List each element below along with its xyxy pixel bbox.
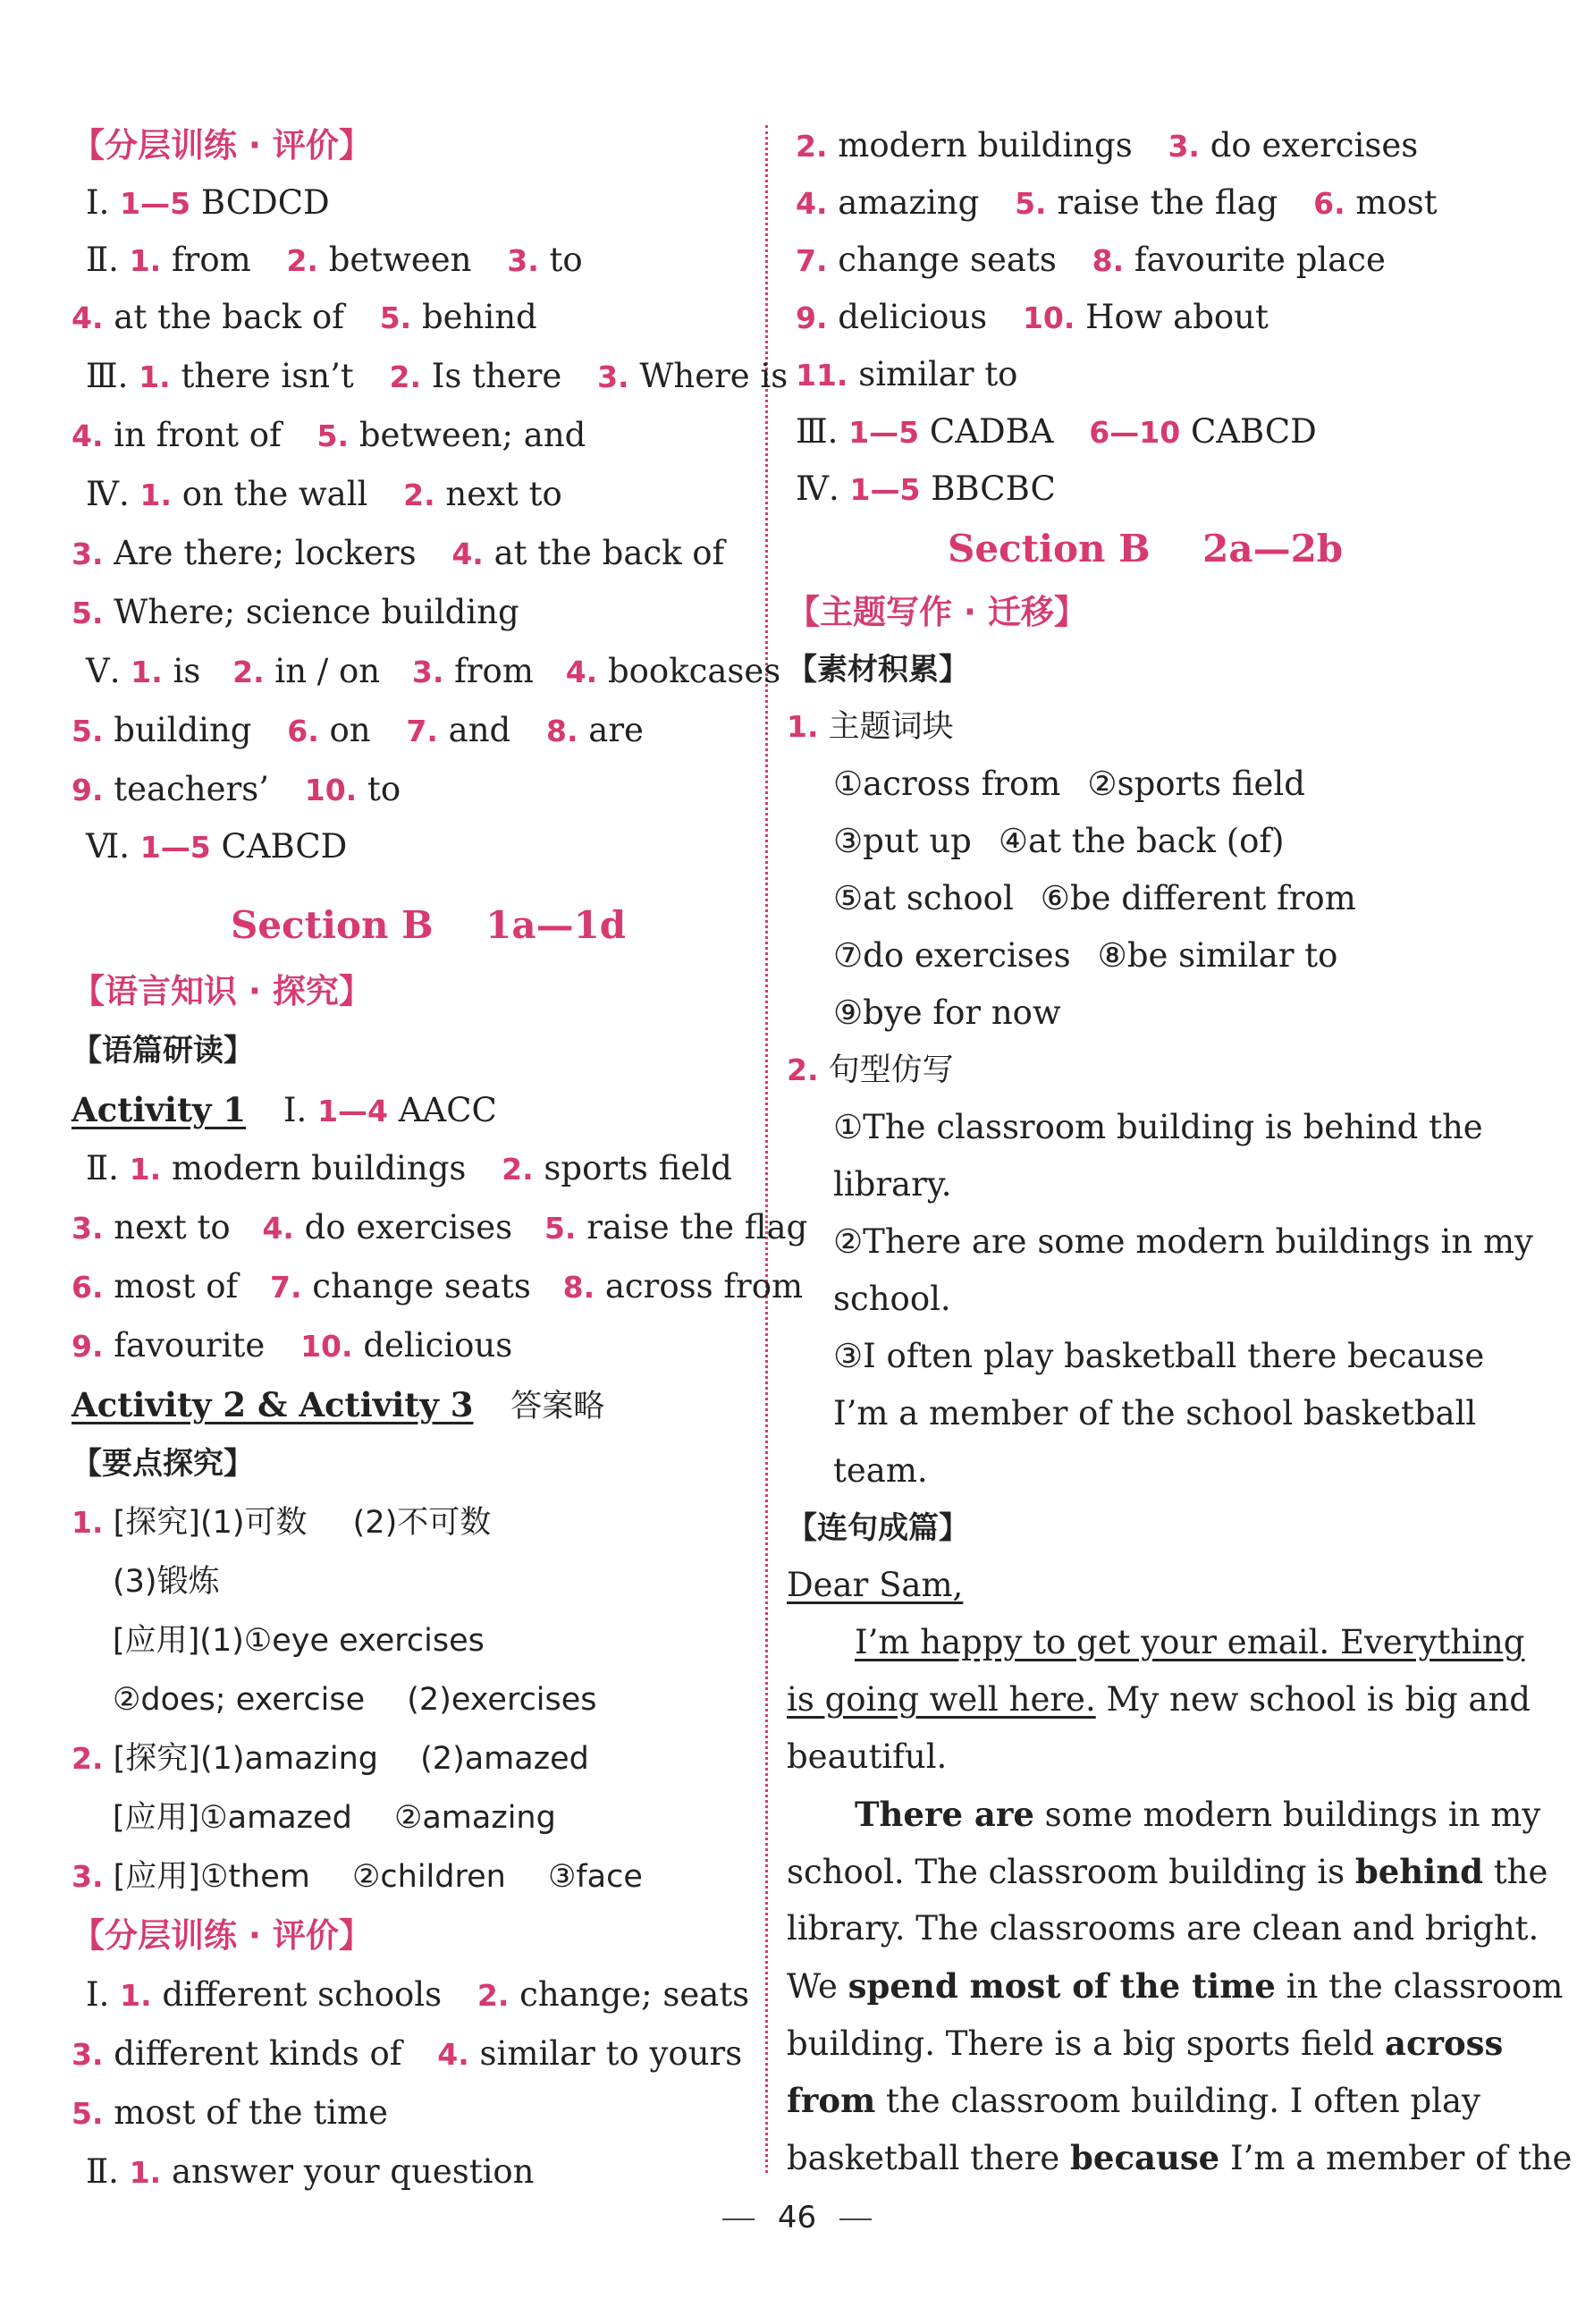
- answer-line: Ⅰ. 1. different schools 2. change; seats: [86, 1975, 750, 2014]
- letter-line: library. The classrooms are clean and bright.: [787, 1909, 1539, 1948]
- sentence-line: I’m a member of the school basketball: [833, 1394, 1477, 1432]
- answer-line: ⑦do exercises ⑧be similar to: [833, 936, 1338, 975]
- section-title: Section B 2a—2b: [948, 527, 1344, 570]
- answer-line: 1. [探究](1)可数 (2)不可数: [72, 1505, 492, 1541]
- answer-line: Ⅱ. 1. answer your question: [86, 2152, 535, 2191]
- heading-fenceng: 【分层训练 · 评价】: [72, 126, 372, 165]
- answer-line: Ⅱ. 1. from 2. between 3. to: [86, 241, 583, 279]
- answer-line: 2. 句型仿写: [787, 1052, 954, 1088]
- letter-line: school. The classroom building is behind the: [787, 1852, 1548, 1891]
- letter-line: There are some modern buildings in my: [855, 1795, 1541, 1834]
- heading-yupian: 【语篇研读】: [72, 1033, 254, 1069]
- answer-line: Ⅳ. 1. on the wall 2. next to: [86, 475, 562, 513]
- sentence-line: ②There are some modern buildings in my: [833, 1222, 1533, 1261]
- answer-line: 4. in front of 5. between; and: [72, 416, 586, 454]
- answer-line: 6. most of 7. change seats 8. across from: [72, 1267, 804, 1306]
- sentence-line: library.: [833, 1165, 952, 1204]
- answer-line: [应用](1)①eye exercises: [113, 1623, 485, 1659]
- sentence-line: school.: [833, 1280, 951, 1318]
- heading-yuyan: 【语言知识 · 探究】: [72, 972, 372, 1010]
- answer-line: Ⅴ. 1. is 2. in / on 3. from 4. bookcases: [86, 652, 781, 690]
- answer-line: Ⅱ. 1. modern buildings 2. sports field: [86, 1149, 732, 1187]
- footer-dash-left: [722, 2218, 755, 2220]
- answer-line: Ⅲ. 1. there isn’t 2. Is there 3. Where is: [86, 357, 789, 395]
- heading-fenceng-2: 【分层训练 · 评价】: [72, 1916, 372, 1955]
- answer-line: 5. building 6. on 7. and 8. are: [72, 711, 644, 749]
- column-divider: [765, 125, 768, 2173]
- sentence-line: ①The classroom building is behind the: [833, 1108, 1483, 1146]
- letter-line: We spend most of the time in the classroom: [787, 1966, 1564, 2006]
- answer-line: 3. next to 4. do exercises 5. raise the flag: [72, 1208, 808, 1247]
- letter-line: beautiful.: [787, 1737, 948, 1776]
- answer-line: Activity 2 & Activity 3 答案略: [72, 1385, 605, 1424]
- answer-line: 1. 主题词块: [787, 709, 954, 745]
- heading-zhuti: 【主题写作 · 迁移】: [787, 593, 1087, 631]
- answer-line: Ⅲ. 1—5 CADBA 6—10 CABCD: [796, 412, 1317, 451]
- heading-sucai: 【素材积累】: [787, 652, 969, 688]
- heading-yaodian: 【要点探究】: [72, 1446, 254, 1482]
- footer-dash-right: [839, 2218, 872, 2220]
- answer-line: 3. different kinds of 4. similar to yours: [72, 2034, 743, 2073]
- letter-line: building. There is a big sports field across: [787, 2024, 1504, 2063]
- answer-line: 5. Where; science building: [72, 593, 519, 631]
- sentence-line: ③I often play basketball there because: [833, 1337, 1485, 1375]
- answer-line: 4. at the back of 5. behind: [72, 298, 537, 336]
- heading-lianju: 【连句成篇】: [787, 1510, 969, 1546]
- page-footer: [0, 2200, 1594, 2235]
- letter-line: basketball there because I’m a member of the: [787, 2138, 1573, 2177]
- letter-greeting: Dear Sam,: [787, 1566, 964, 1604]
- answer-line: [应用]①amazed ②amazing: [113, 1800, 556, 1836]
- answer-line: 4. amazing 5. raise the flag 6. most: [796, 183, 1438, 222]
- section-title: Section B 1a—1d: [231, 903, 627, 947]
- page-number: 46: [777, 2200, 817, 2235]
- answer-line: Activity 1 Ⅰ. 1—4 AACC: [72, 1090, 497, 1129]
- answer-line: ②does; exercise (2)exercises: [113, 1682, 597, 1718]
- answer-line: ⑨bye for now: [833, 993, 1061, 1032]
- answer-line: Ⅵ. 1—5 CABCD: [86, 827, 348, 866]
- answer-line: ⑤at school ⑥be different from: [833, 879, 1356, 917]
- answer-line: 2. modern buildings 3. do exercises: [796, 126, 1419, 165]
- answer-line: 3. [应用]①them ②children ③face: [72, 1859, 643, 1895]
- answer-line: 11. similar to: [796, 355, 1018, 393]
- answer-line: 9. delicious 10. How about: [796, 298, 1269, 336]
- letter-line: from the classroom building. I often play: [787, 2081, 1480, 2120]
- answer-line: 9. teachers’ 10. to: [72, 770, 401, 808]
- answer-line: (3)锻炼: [113, 1564, 220, 1600]
- answer-line: 7. change seats 8. favourite place: [796, 241, 1386, 279]
- answer-line: Ⅳ. 1—5 BBCBC: [796, 469, 1056, 508]
- answer-line: 9. favourite 10. delicious: [72, 1326, 513, 1365]
- letter-line: is going well here. My new school is big and: [787, 1680, 1531, 1719]
- answer-line: 3. Are there; lockers 4. at the back of: [72, 534, 725, 572]
- answer-line: Ⅰ. 1—5 BCDCD: [86, 183, 330, 222]
- letter-line: I’m happy to get your email. Everything: [855, 1623, 1525, 1661]
- answer-line: 5. most of the time: [72, 2093, 389, 2132]
- answer-line: 2. [探究](1)amazing (2)amazed: [72, 1741, 589, 1777]
- answer-line: ③put up ④at the back (of): [833, 822, 1285, 860]
- sentence-line: team.: [833, 1451, 928, 1490]
- answer-line: ①across from ②sports field: [833, 765, 1305, 803]
